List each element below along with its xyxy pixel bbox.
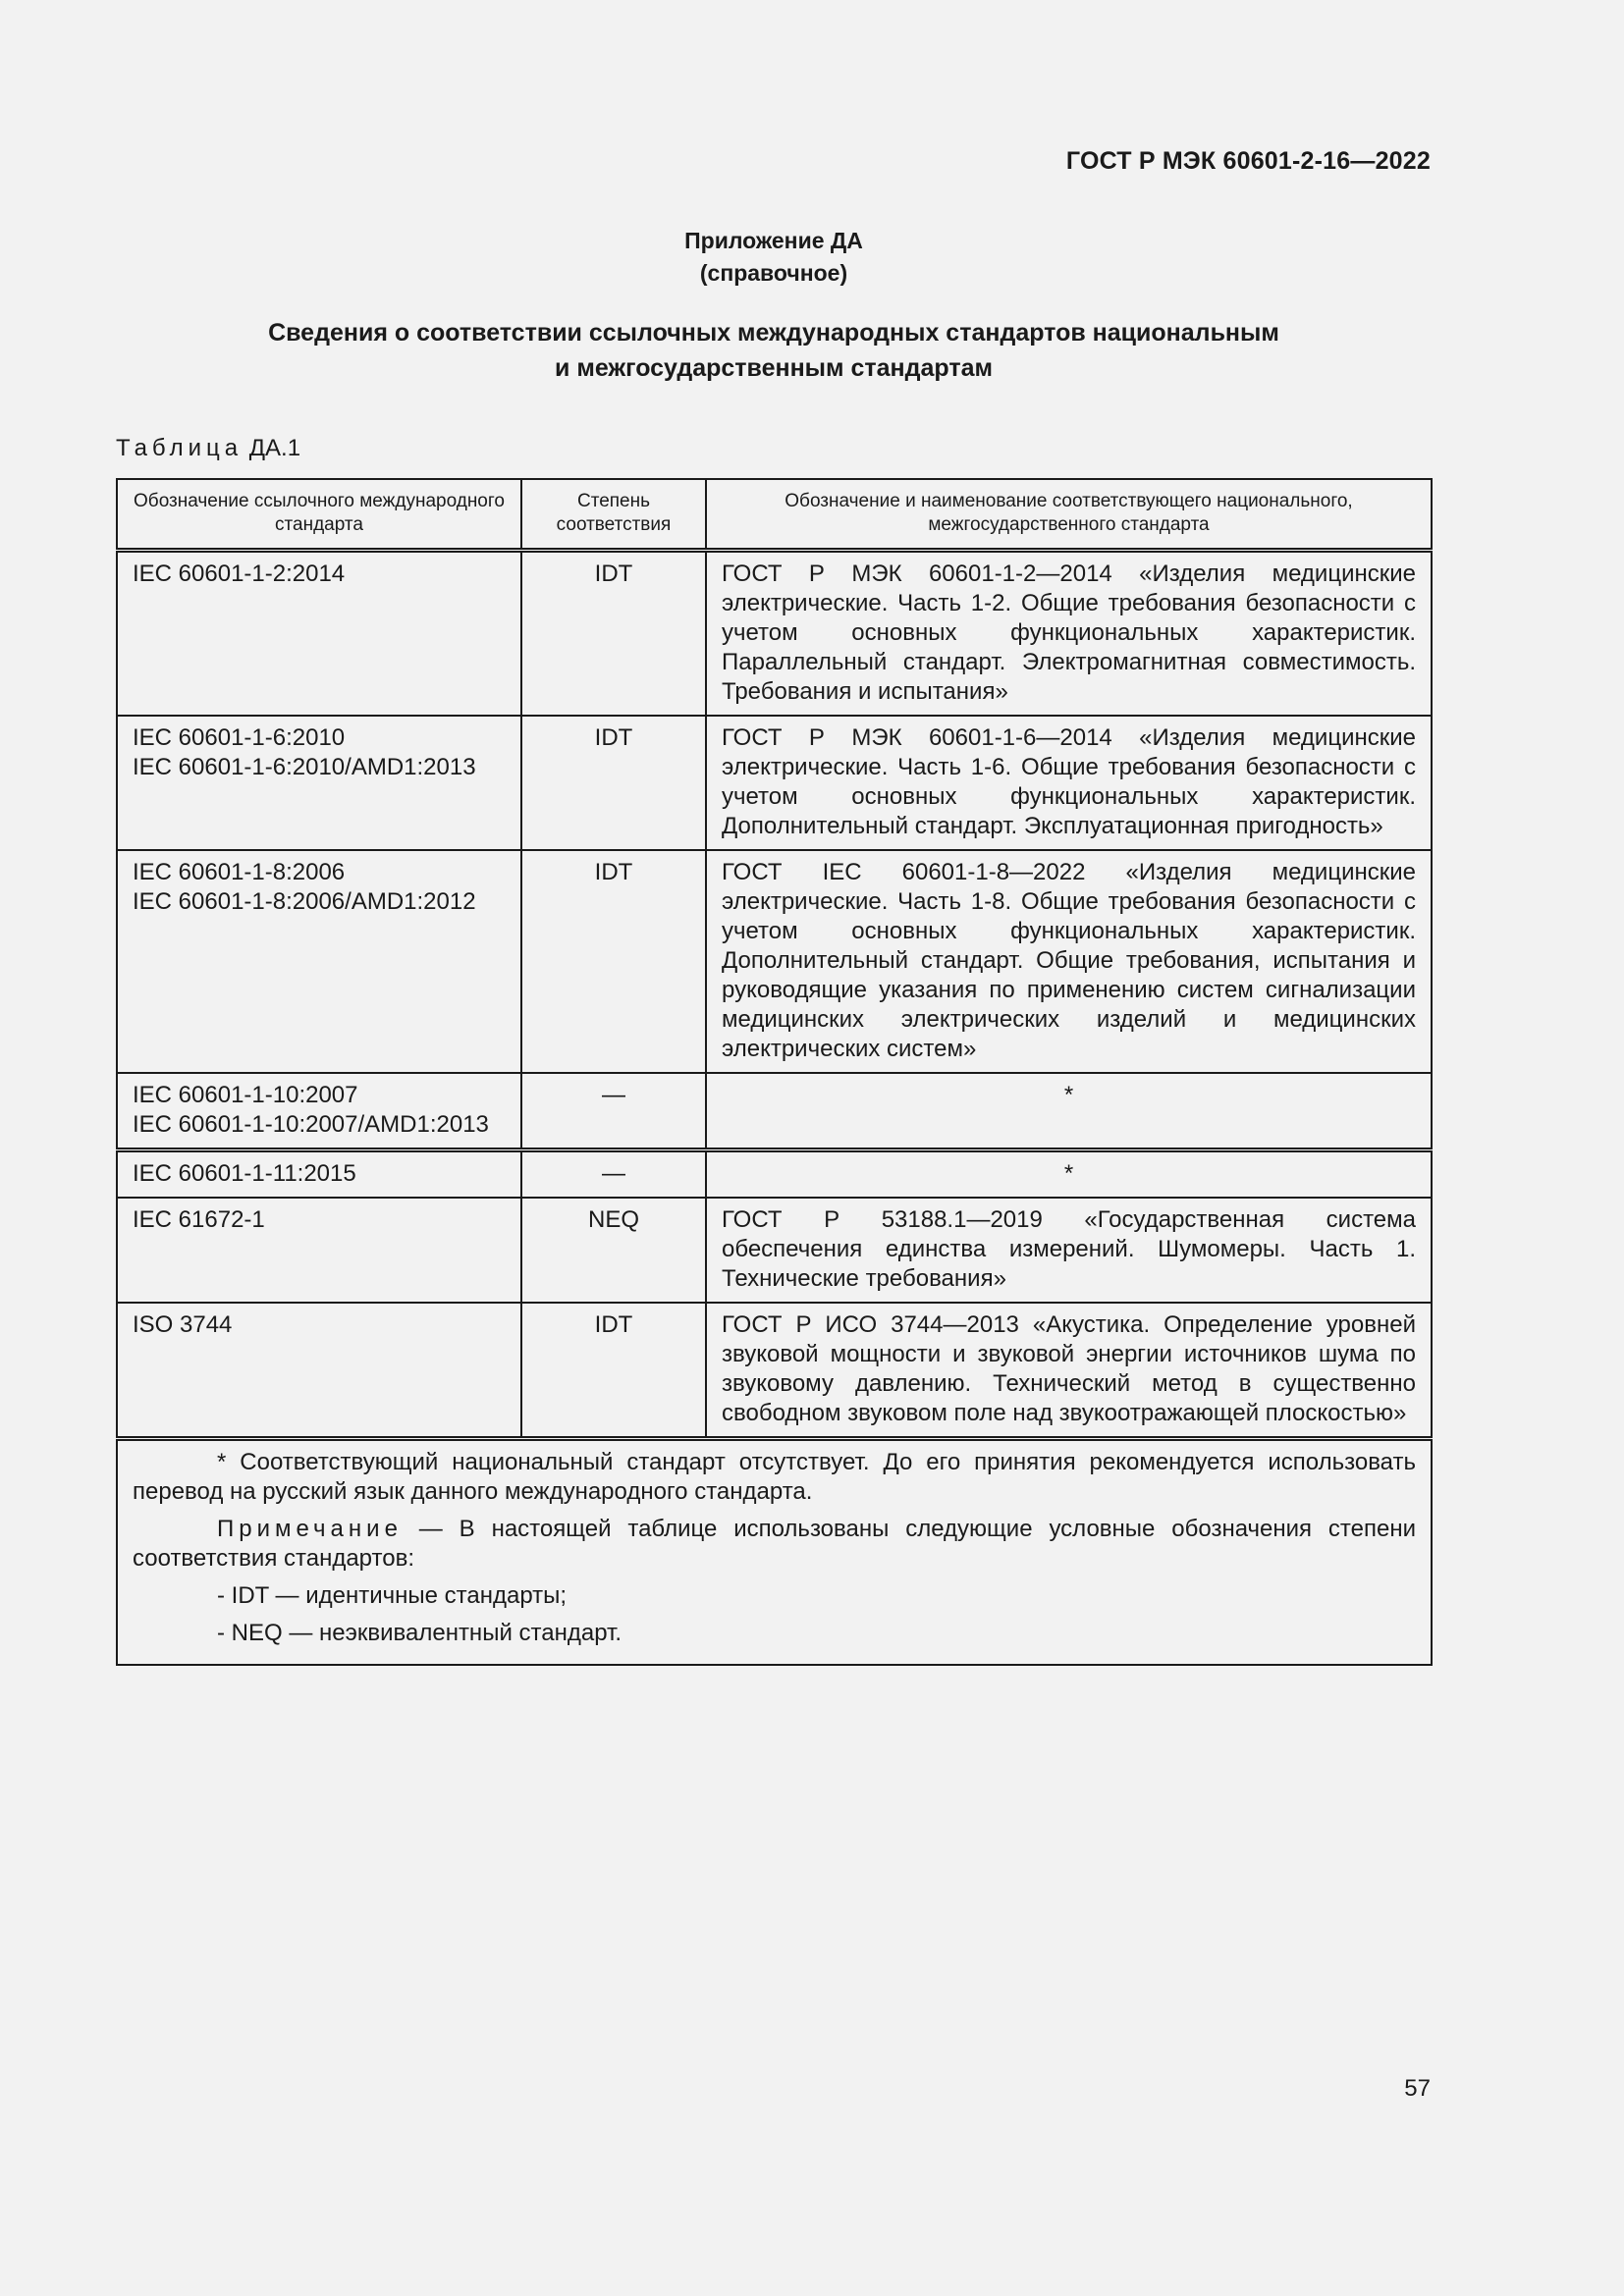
degree-cell: IDT [521,551,706,717]
table-notes-row [117,1439,1432,1666]
degree-cell: IDT [521,716,706,850]
annex-heading [0,225,1547,290]
ref-line: IEC 60601-1-6:2010 [133,724,346,751]
degree-cell: — [521,1150,706,1199]
table-header-row [117,479,1432,551]
section-title-line1: Сведения о соответствии ссылочных международных стандартов национальным [268,319,1279,347]
table-row [117,1073,1432,1150]
ref-line: IEC 60601-1-11:2015 [133,1160,356,1187]
ref-line: IEC 60601-1-8:2006/AMD1:2012 [133,888,476,915]
ref-line: IEC 60601-1-8:2006 [133,859,346,885]
standard-cell: ГОСТ Р МЭК 60601-1-2—2014 «Изделия медицинские электрические. Часть 1-2. Общие требования безопасности с учетом основных функциональных характеристик. Параллельный стандарт. Электромагнитная совместимость. Требования и испытания» [706,551,1432,717]
table-row [117,551,1432,717]
note-text: — В настоящей таблице использованы следующие условные обозначения степени соответствия стандартов: [133,1516,1416,1572]
ref-line: IEC 61672-1 [133,1206,265,1233]
note-label: Примечание [217,1516,403,1542]
document-code: ГОСТ Р МЭК 60601-2-16—2022 [1065,147,1431,175]
legend-item: - NEQ — неэквивалентный стандарт. [217,1620,623,1646]
ref-line: IEC 60601-1-2:2014 [133,561,346,587]
table-row [117,850,1432,1073]
table-caption-id: ДА.1 [248,435,301,461]
degree-cell: IDT [521,850,706,1073]
note [133,1515,1416,1574]
ref-cell [117,1150,521,1199]
degree-cell: IDT [521,1303,706,1439]
footnote: * Соответствующий национальный стандарт отсутствует. До его принятия рекомендуется использовать перевод на русский язык данного международного стандарта. [133,1449,1416,1505]
ref-cell [117,850,521,1073]
section-title-line2: и межгосударственным стандартам [555,354,993,382]
table-caption-word: Таблица [116,435,244,461]
ref-cell [117,1303,521,1439]
standard-cell: ГОСТ Р МЭК 60601-1-6—2014 «Изделия медицинские электрические. Часть 1-6. Общие требования безопасности с учетом основных функциональных характеристик. Дополнительный стандарт. Эксплуатационная пригодность» [706,716,1432,850]
standard-cell: * [706,1150,1432,1199]
ref-line: IEC 60601-1-10:2007 [133,1082,358,1108]
ref-line: ISO 3744 [133,1311,233,1338]
ref-cell [117,551,521,717]
table-row [117,1198,1432,1303]
table-caption [116,435,300,462]
correspondence-table [116,478,1433,1666]
ref-cell [117,1198,521,1303]
annex-subtitle: (справочное) [699,260,848,286]
table-row [117,1303,1432,1439]
ref-cell [117,716,521,850]
degree-cell: — [521,1073,706,1150]
annex-title: Приложение ДА [684,228,863,253]
section-title [0,315,1547,386]
table-row [117,716,1432,850]
ref-line: IEC 60601-1-6:2010/AMD1:2013 [133,754,476,780]
standard-cell: ГОСТ Р ИСО 3744—2013 «Акустика. Определение уровней звуковой мощности и звуковой энергии источников шума по звуковому давлению. Технический метод в существенно свободном звуковом поле над звукоотражающей плоскостью» [706,1303,1432,1439]
standard-cell: ГОСТ IEC 60601-1-8—2022 «Изделия медицинские электрические. Часть 1-8. Общие требования безопасности с учетом основных функциональных характеристик. Дополнительный стандарт. Общие требования, испытания и руководящие указания по применению систем сигнализации медицинских электрических изделий и медицинских электрических систем» [706,850,1432,1073]
table-row [117,1150,1432,1199]
ref-line: IEC 60601-1-10:2007/AMD1:2013 [133,1111,489,1138]
legend-item: - IDT — идентичные стандарты; [217,1582,568,1609]
page-number: 57 [1404,2075,1431,2102]
ref-cell [117,1073,521,1150]
degree-cell: NEQ [521,1198,706,1303]
header-degree: Степень соответствия [521,479,706,551]
header-ref-standard: Обозначение ссылочного международного стандарта [117,479,521,551]
header-national-standard: Обозначение и наименование соответствующего национального, межгосударственного стандарта [706,479,1432,551]
table-notes [117,1439,1432,1666]
standard-cell: * [706,1073,1432,1150]
standard-cell: ГОСТ Р 53188.1—2019 «Государственная система обеспечения единства измерений. Шумомеры. Часть 1. Технические требования» [706,1198,1432,1303]
